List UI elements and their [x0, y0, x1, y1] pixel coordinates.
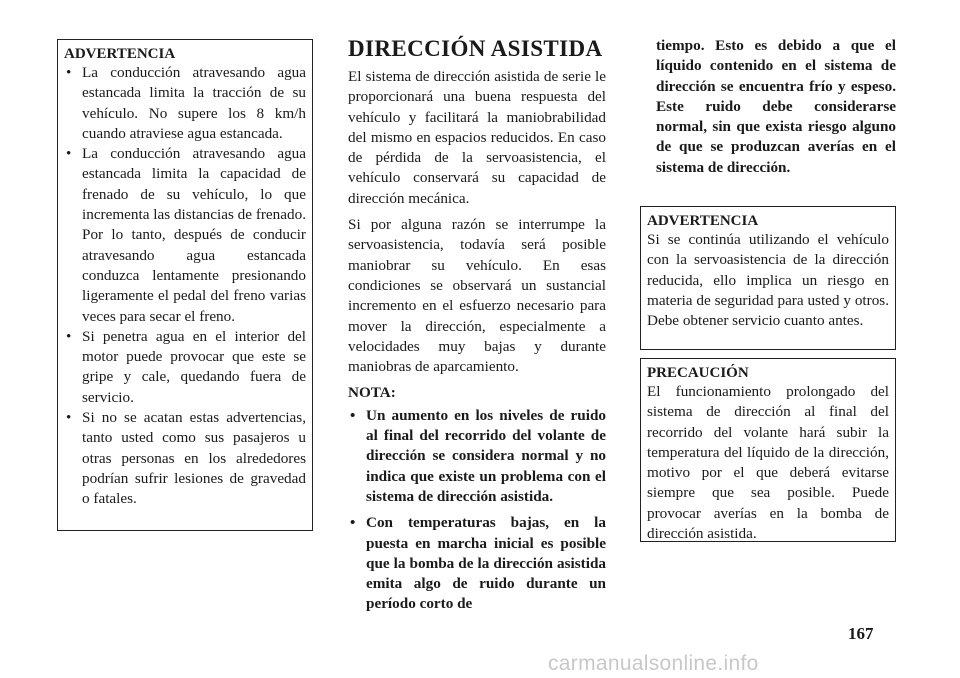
caution-box — [640, 358, 896, 542]
note-item: • Con temperaturas bajas, en la puesta en marcha inicial es posible que la bomba de la dirección asistida emita algo de ruido durante un período corto de — [348, 513, 606, 614]
warning-item: • Si penetra agua en el interior del motor puede provocar que este se gripe y cale, quedando fuera de servicio. — [64, 327, 306, 408]
watermark: carmanualsonline.info — [548, 652, 759, 675]
warning-item: • La conducción atravesando agua estancada limita la tracción de su vehículo. No supere los 8 km/h cuando atraviese agua estancada. — [64, 63, 306, 144]
warning-box-water — [57, 39, 313, 531]
caution-text: El funcionamiento prolongado del sistema de dirección al final del recorrido del volante hará subir la temperatura del líquido de la dirección, motivo por el que deberá evitarse siempre que sea posible. Puede provocar averías en la bomba de dirección asistida. — [647, 383, 889, 543]
main-column — [348, 36, 606, 615]
warning-title: ADVERTENCIA — [647, 213, 759, 229]
warning-title: ADVERTENCIA — [64, 46, 176, 62]
page-number: 167 — [848, 624, 874, 643]
caution-title: PRECAUCIÓN — [647, 365, 749, 381]
section-heading: DIRECCIÓN ASISTIDA — [348, 36, 603, 61]
warning-text: Si se continúa utilizando el vehículo con la servoasistencia de la dirección reducida, ello implica un riesgo en materia de seguridad para usted y otros. Debe obtener servicio cuanto antes. — [647, 231, 889, 330]
warning-box-steering — [640, 206, 896, 350]
note-label: NOTA: — [348, 384, 396, 402]
warning-item: • Si no se acatan estas advertencias, tanto usted como sus pasajeros u otras personas en los alrededores podrían sufrir lesiones de gravedad o fatales. — [64, 408, 306, 509]
paragraph-loss: Si por alguna razón se interrumpe la servoasistencia, todavía será posible maniobrar su vehículo. En esas condiciones se observará un sustancial incremento en el esfuerzo necesario para mover la dirección, especialmente a velocidades muy bajas y durante maniobras de aparcamiento. — [348, 216, 606, 376]
note-continuation: tiempo. Esto es debido a que el líquido contenido en el sistema de dirección se encuentra frío y espeso. Este ruido debe considerarse normal, sin que exista riesgo alguno de que se produzcan averías en el sistema de dirección. — [656, 37, 896, 176]
warning-item: • La conducción atravesando agua estancada limita la capacidad de frenado de su vehículo, lo que incrementa las distancias de frenado. Por lo tanto, después de conducir atravesando agua estancada conduzca lentamente presionando ligeramente el pedal del freno varias veces para secar el freno. — [64, 144, 306, 327]
note-item: • Un aumento en los niveles de ruido al final del recorrido del volante de dirección se considera normal y no indica que existe un problema con el sistema de dirección asistida. — [348, 406, 606, 507]
paragraph-intro: El sistema de dirección asistida de serie le proporcionará una buena respuesta del vehículo y facilitará la maniobrabilidad del mismo en espacios reducidos. En caso de pérdida de la servoasistencia, el vehículo conservará su capacidad de dirección mecánica. — [348, 68, 606, 207]
